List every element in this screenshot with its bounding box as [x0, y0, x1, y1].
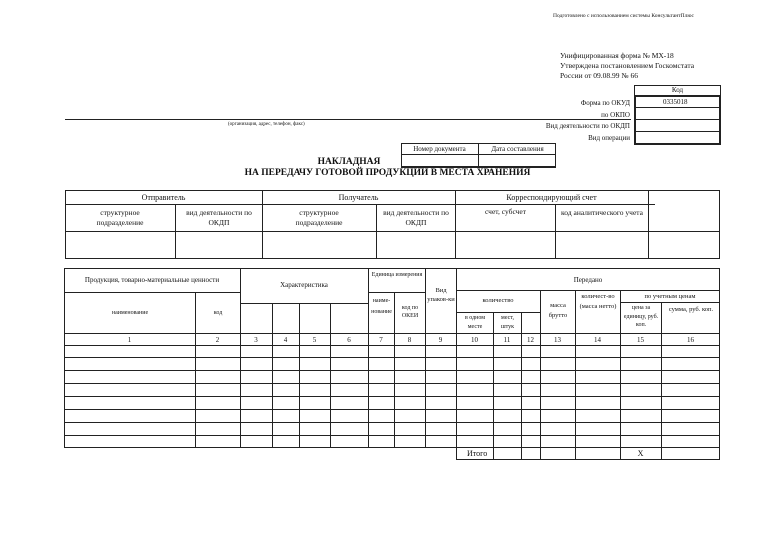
unit-name-header: наиме-нование	[371, 298, 392, 315]
unit-header: Единица измерения	[371, 272, 423, 278]
price-per-unit-header: цена за единицу, руб. коп.	[623, 305, 659, 328]
okud-value: 0335018	[663, 98, 688, 106]
transferred-header: Передано	[573, 276, 603, 284]
analytic-header: код аналитического учета	[561, 208, 643, 217]
consultant-note: Подготовлено с использованием системы КонсультантПлюс	[553, 13, 694, 19]
doc-date-header: Дата составления	[491, 145, 544, 153]
table-row	[64, 357, 720, 358]
col-number-11: 11	[503, 336, 511, 344]
col-number-1: 1	[127, 336, 132, 344]
sender-header: Отправитель	[141, 193, 186, 202]
organization-caption: (организация, адрес, телефон, факс)	[228, 122, 305, 127]
col-number-15: 15	[637, 336, 644, 344]
col-number-9: 9	[438, 336, 443, 344]
col-number-7: 7	[379, 336, 383, 344]
kod-header: Код	[671, 86, 684, 94]
receiver-okdp-header: вид деятельности по ОКДП	[383, 208, 449, 227]
total-row	[456, 447, 720, 460]
col-number-16: 16	[687, 336, 694, 344]
okpo-label: по ОКПО	[601, 111, 630, 119]
col-number-5: 5	[312, 336, 317, 344]
col-number-8: 8	[407, 336, 412, 344]
col-number-13: 13	[554, 336, 561, 344]
table-row	[64, 409, 720, 410]
receiver-header: Получатель	[338, 193, 379, 202]
places-header: мест, штук	[500, 315, 515, 330]
products-header: Продукция, товарно-материальные ценности	[84, 276, 220, 284]
total-x-mark: Х	[637, 449, 644, 458]
table-row	[64, 422, 720, 423]
form-approval-date: России от 09.08.99 № 66	[560, 71, 638, 80]
form-number: Унифицированная форма № МХ-18	[560, 51, 674, 60]
doc-title: НАКЛАДНАЯ	[317, 157, 381, 167]
col-number-12: 12	[527, 336, 534, 344]
unit-okei-header: код по ОКЕИ	[401, 305, 419, 319]
sender-unit-header: структурное подразделение	[96, 208, 144, 227]
pack-header: Вид упаков-ки	[427, 287, 455, 303]
subaccount-header: счет, субсчет	[485, 207, 526, 216]
col-number-4: 4	[283, 336, 288, 344]
table-row	[64, 435, 720, 436]
characteristic-header: Характеристика	[280, 281, 328, 289]
table-row	[64, 383, 720, 384]
net-header: количест-во (масса нетто)	[579, 293, 617, 310]
col-number-2: 2	[215, 336, 220, 344]
sender-okdp-header: вид деятельности по ОКДП	[186, 208, 252, 227]
col-number-10: 10	[471, 336, 478, 344]
account-header: Корреспондирующий счет	[506, 193, 597, 202]
doc-number-header: Номер документа	[413, 145, 466, 153]
in-one-place-header: в одном месте	[464, 315, 486, 330]
name-header: наименование	[111, 310, 149, 316]
operation-label: Вид операции	[588, 134, 630, 142]
gross-header: масса брутто	[548, 302, 568, 319]
okdp-label: Вид деятельности по ОКДП	[545, 122, 630, 130]
receiver-unit-header: структурное подразделение	[295, 208, 343, 227]
col-number-6: 6	[347, 336, 351, 344]
organization-line	[65, 119, 631, 120]
col-number-3: 3	[254, 336, 258, 344]
table-row	[64, 370, 720, 371]
quantity-header: количество	[482, 297, 514, 304]
table-row	[64, 396, 720, 397]
col-number-14: 14	[594, 336, 601, 344]
account-prices-header: по учетным ценам	[644, 293, 696, 300]
okud-label: Форма по ОКУД	[580, 99, 630, 107]
form-approval: Утверждена постановлением Госкомстата	[560, 61, 695, 70]
total-label: Итого	[467, 449, 488, 458]
code-header: код	[213, 310, 223, 316]
doc-subtitle: НА ПЕРЕДАЧУ ГОТОВОЙ ПРОДУКЦИИ В МЕСТА ХРАНЕНИЯ	[244, 168, 531, 178]
sum-header: сумма, руб. коп.	[668, 306, 714, 313]
